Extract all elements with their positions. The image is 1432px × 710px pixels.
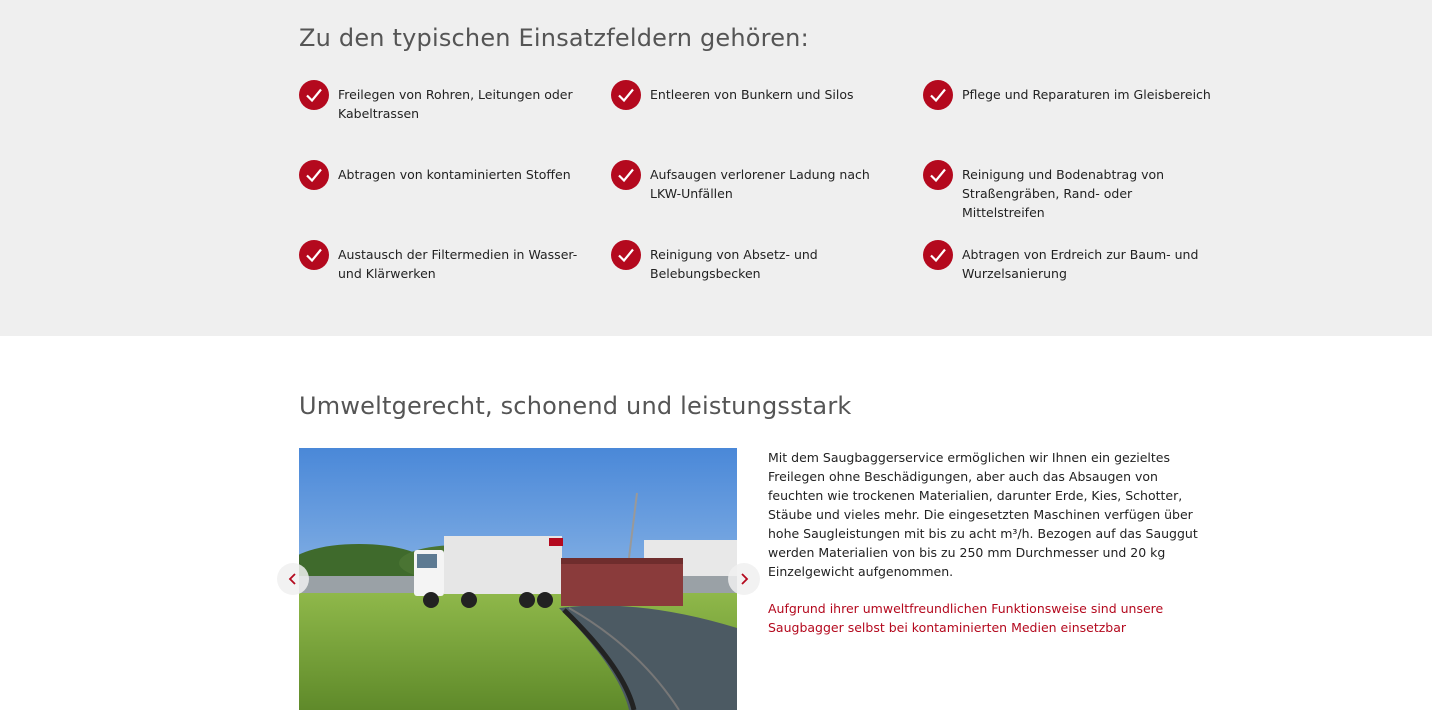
checkmark-icon — [299, 240, 329, 270]
features-title: Zu den typischen Einsatzfeldern gehören: — [299, 24, 809, 52]
carousel-prev-button[interactable] — [277, 563, 309, 595]
checkmark-icon — [611, 160, 641, 190]
checkmark-icon — [299, 160, 329, 190]
feature-text: Reinigung und Bodenabtrag von Straßengräben, Rand- oder Mittelstreifen — [962, 167, 1165, 220]
carousel-next-button[interactable] — [728, 563, 760, 595]
feature-item — [611, 240, 901, 283]
truck-photo — [299, 448, 737, 710]
feature-text: Austausch der Filtermedien in Wasser- und Klärwerken — [338, 247, 578, 281]
feature-text: Aufsaugen verlorener Ladung nach LKW-Unfällen — [650, 167, 870, 201]
description-paragraph: Mit dem Saugbaggerservice ermöglichen wir Ihnen ein gezieltes Freilegen ohne Beschädigungen, aber auch das Absaugen von feuchten wie trockenen Materialien, darunter Erde, Kies, Schotter, Stäube und vieles mehr. Die eingesetzten Maschinen verfügen über hohe Saugleistungen mit bis zu acht m³/h. Bezogen auf das Sauggut werden Materialien von bis zu 250 mm Durchmesser und 20 kg Einzelgewicht aufgenommen. — [768, 450, 1198, 579]
feature-item — [299, 240, 589, 283]
checkmark-icon — [299, 80, 329, 110]
section-title: Umweltgerecht, schonend und leistungsstark — [299, 392, 852, 420]
chevron-left-icon — [286, 572, 300, 586]
feature-text: Reinigung von Absetz- und Belebungsbecken — [650, 247, 818, 281]
checkmark-icon — [923, 80, 953, 110]
feature-item — [923, 80, 1213, 110]
feature-text: Pflege und Reparaturen im Gleisbereich — [962, 87, 1211, 102]
carousel-image — [299, 448, 737, 710]
feature-item — [611, 160, 901, 203]
checkmark-icon — [923, 160, 953, 190]
checkmark-icon — [611, 80, 641, 110]
feature-text: Freilegen von Rohren, Leitungen oder Kabeltrassen — [338, 87, 573, 121]
feature-text: Entleeren von Bunkern und Silos — [650, 87, 854, 102]
chevron-right-icon — [737, 572, 751, 586]
checkmark-icon — [923, 240, 953, 270]
feature-item — [611, 80, 901, 110]
feature-item — [923, 240, 1213, 283]
feature-item — [299, 80, 589, 123]
feature-item — [923, 160, 1213, 222]
feature-text: Abtragen von kontaminierten Stoffen — [338, 167, 571, 182]
checkmark-icon — [611, 240, 641, 270]
feature-item — [299, 160, 589, 190]
highlight-text: Aufgrund ihrer umweltfreundlichen Funktionsweise sind unsere Saugbagger selbst bei kontaminierten Medien einsetzbar — [768, 601, 1164, 635]
feature-text: Abtragen von Erdreich zur Baum- und Wurzelsanierung — [962, 247, 1199, 281]
